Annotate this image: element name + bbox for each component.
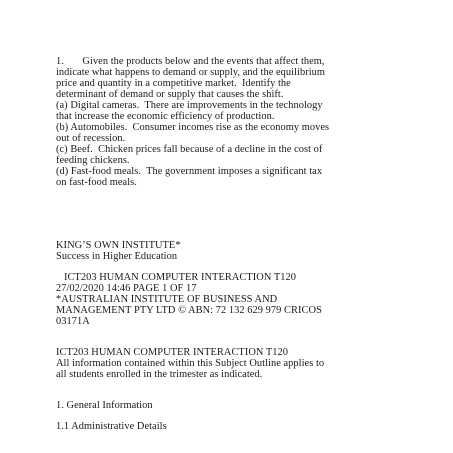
question-line-1: 1. Given the products below and the events that affect them,	[56, 56, 325, 67]
section-admin-heading: 1.1 Administrative Details	[56, 421, 167, 432]
question-line-5: (a) Digital cameras. There are improvements in the technology	[56, 100, 323, 111]
header-line-5: 03171A	[56, 316, 90, 327]
question-line-11: (d) Fast-food meals. The government imposes a significant tax	[56, 166, 323, 177]
header-line-2: 27/02/2020 14:46 PAGE 1 OF 17	[56, 283, 197, 294]
subject-line-2: all students enrolled in the trimester as indicated.	[56, 369, 263, 380]
subject-title: ICT203 HUMAN COMPUTER INTERACTION T120	[56, 347, 289, 358]
question-line-10: feeding chickens.	[56, 155, 130, 166]
question-line-2: indicate what happens to demand or supply, and the equilibrium	[56, 67, 326, 78]
institute-name: KING’S OWN INSTITUTE*	[56, 240, 181, 251]
question-line-7: (b) Automobiles. Consumer incomes rise as the economy moves	[56, 122, 330, 133]
header-line-1: ICT203 HUMAN COMPUTER INTERACTION T120	[56, 272, 296, 283]
subject-line-1: All information contained within this Subject Outline applies to	[56, 358, 325, 369]
question-line-3: price and quantity in a competitive market. Identify the	[56, 78, 291, 89]
question-line-9: (c) Beef. Chicken prices fall because of a decline in the cost of	[56, 144, 323, 155]
question-line-4: determinant of demand or supply that causes the shift.	[56, 89, 284, 100]
question-line-12: on fast-food meals.	[56, 177, 137, 188]
header-line-4: MANAGEMENT PTY LTD © ABN: 72 132 629 979 CRICOS	[56, 305, 322, 316]
question-line-6: that increase the economic efficiency of production.	[56, 111, 275, 122]
institute-tagline: Success in Higher Education	[56, 251, 178, 262]
section-general-heading: 1. General Information	[56, 400, 153, 411]
question-line-8: out of recession.	[56, 133, 126, 144]
header-line-3: *AUSTRALIAN INSTITUTE OF BUSINESS AND	[56, 294, 278, 305]
